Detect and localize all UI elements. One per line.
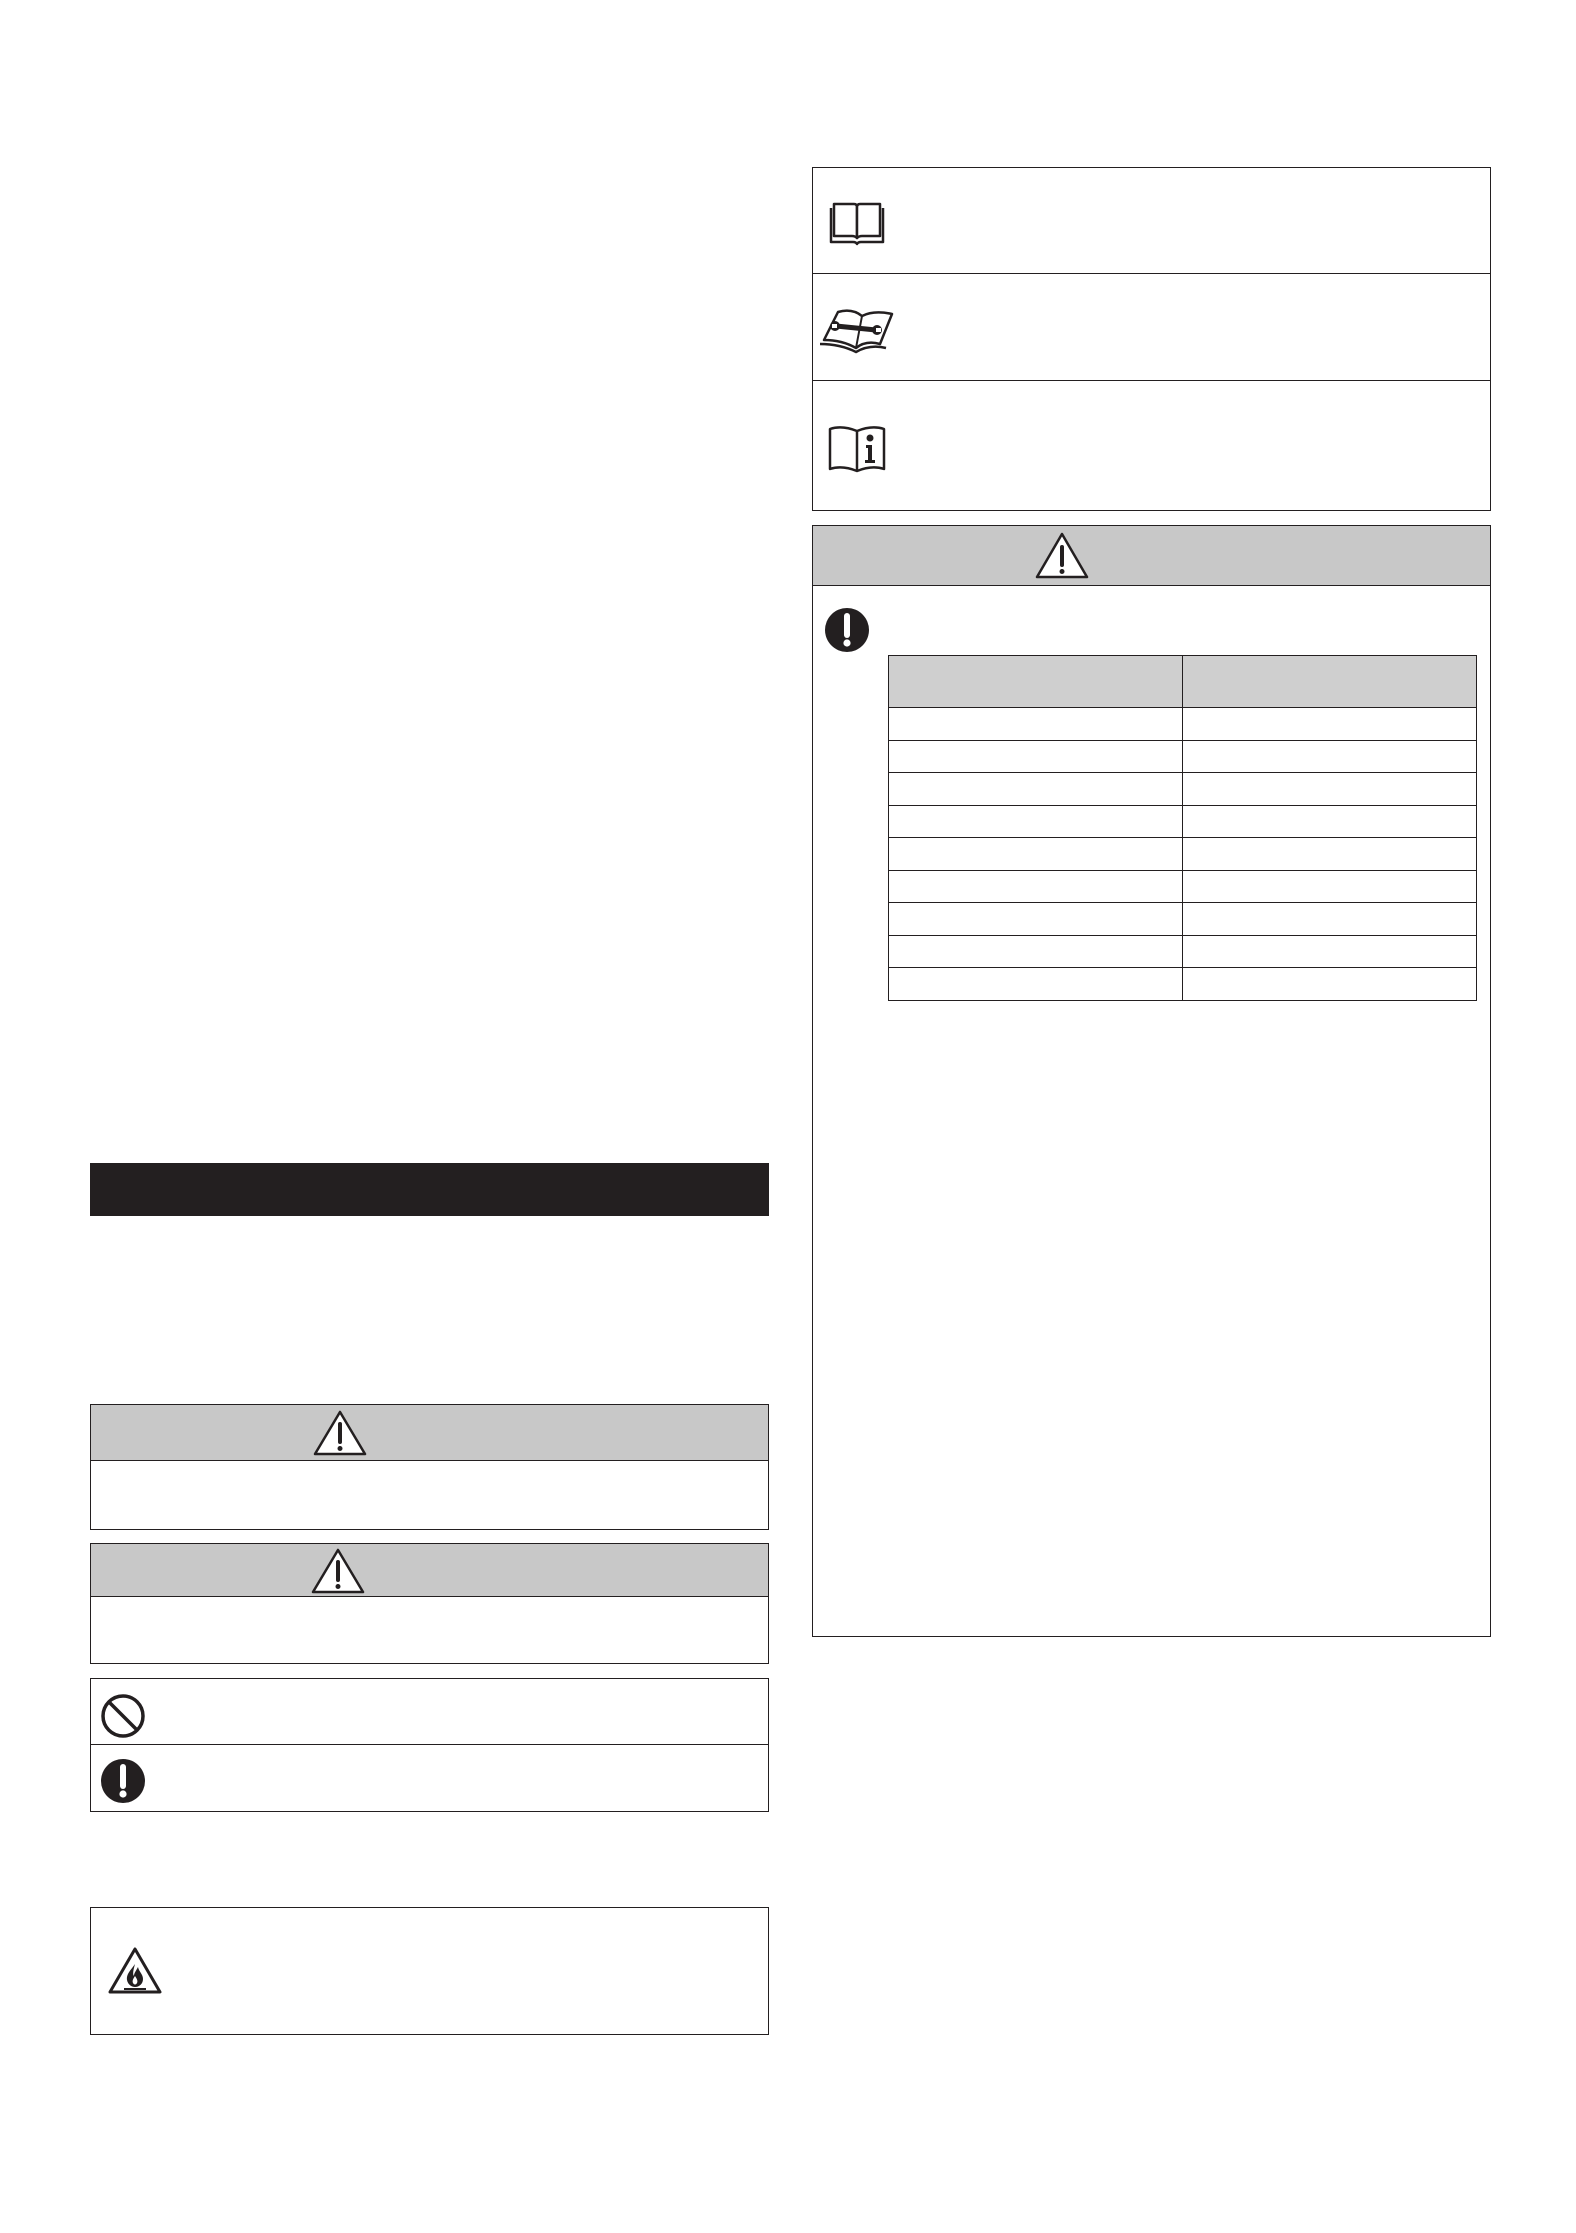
flammable-warning-icon <box>107 1946 163 1996</box>
table-row <box>889 935 1477 968</box>
warning-panel-header <box>813 526 1490 586</box>
warning-triangle-icon <box>310 1547 366 1595</box>
prohibition-icon <box>99 1692 147 1740</box>
table-row <box>889 773 1477 806</box>
table-row <box>889 870 1477 903</box>
warning-box-2-header <box>91 1544 768 1597</box>
table-cell <box>889 968 1183 1001</box>
table-row <box>889 708 1477 741</box>
symbol-box-divider <box>91 1744 768 1745</box>
spec-table <box>888 655 1477 1001</box>
table-cell <box>1183 968 1477 1001</box>
manual-box-divider-1 <box>813 273 1490 274</box>
symbol-explanation-box <box>90 1678 769 1812</box>
warning-box-1-header <box>91 1405 768 1461</box>
table-header-cell-1 <box>889 656 1183 708</box>
manual-box-divider-2 <box>813 380 1490 381</box>
table-cell <box>889 935 1183 968</box>
table-cell <box>1183 838 1477 871</box>
table-cell <box>1183 773 1477 806</box>
table-row <box>889 805 1477 838</box>
table-cell <box>1183 708 1477 741</box>
warning-triangle-icon <box>1034 531 1090 581</box>
warning-panel <box>812 525 1491 1637</box>
table-cell <box>889 740 1183 773</box>
service-manual-icon <box>818 304 898 354</box>
table-cell <box>889 708 1183 741</box>
mandatory-action-icon <box>99 1757 147 1805</box>
table-row <box>889 903 1477 936</box>
operating-manual-icon <box>828 198 886 248</box>
mandatory-action-icon <box>823 606 871 654</box>
table-header-cell-2 <box>1183 656 1477 708</box>
table-row <box>889 838 1477 871</box>
table-cell <box>1183 805 1477 838</box>
warning-box-2 <box>90 1543 769 1664</box>
table-row <box>889 968 1477 1001</box>
table-row <box>889 740 1477 773</box>
information-manual-icon <box>826 423 888 475</box>
table-cell <box>1183 903 1477 936</box>
flammable-notice-box <box>90 1907 769 2035</box>
table-cell <box>889 870 1183 903</box>
table-cell <box>1183 870 1477 903</box>
table-cell <box>1183 935 1477 968</box>
section-heading-bar <box>90 1163 769 1216</box>
table-cell <box>889 903 1183 936</box>
warning-triangle-icon <box>312 1409 368 1457</box>
table-header-row <box>889 656 1477 708</box>
warning-box-1 <box>90 1404 769 1530</box>
manual-symbols-box <box>812 167 1491 511</box>
table-cell <box>1183 740 1477 773</box>
table-cell <box>889 805 1183 838</box>
table-cell <box>889 838 1183 871</box>
table-cell <box>889 773 1183 806</box>
